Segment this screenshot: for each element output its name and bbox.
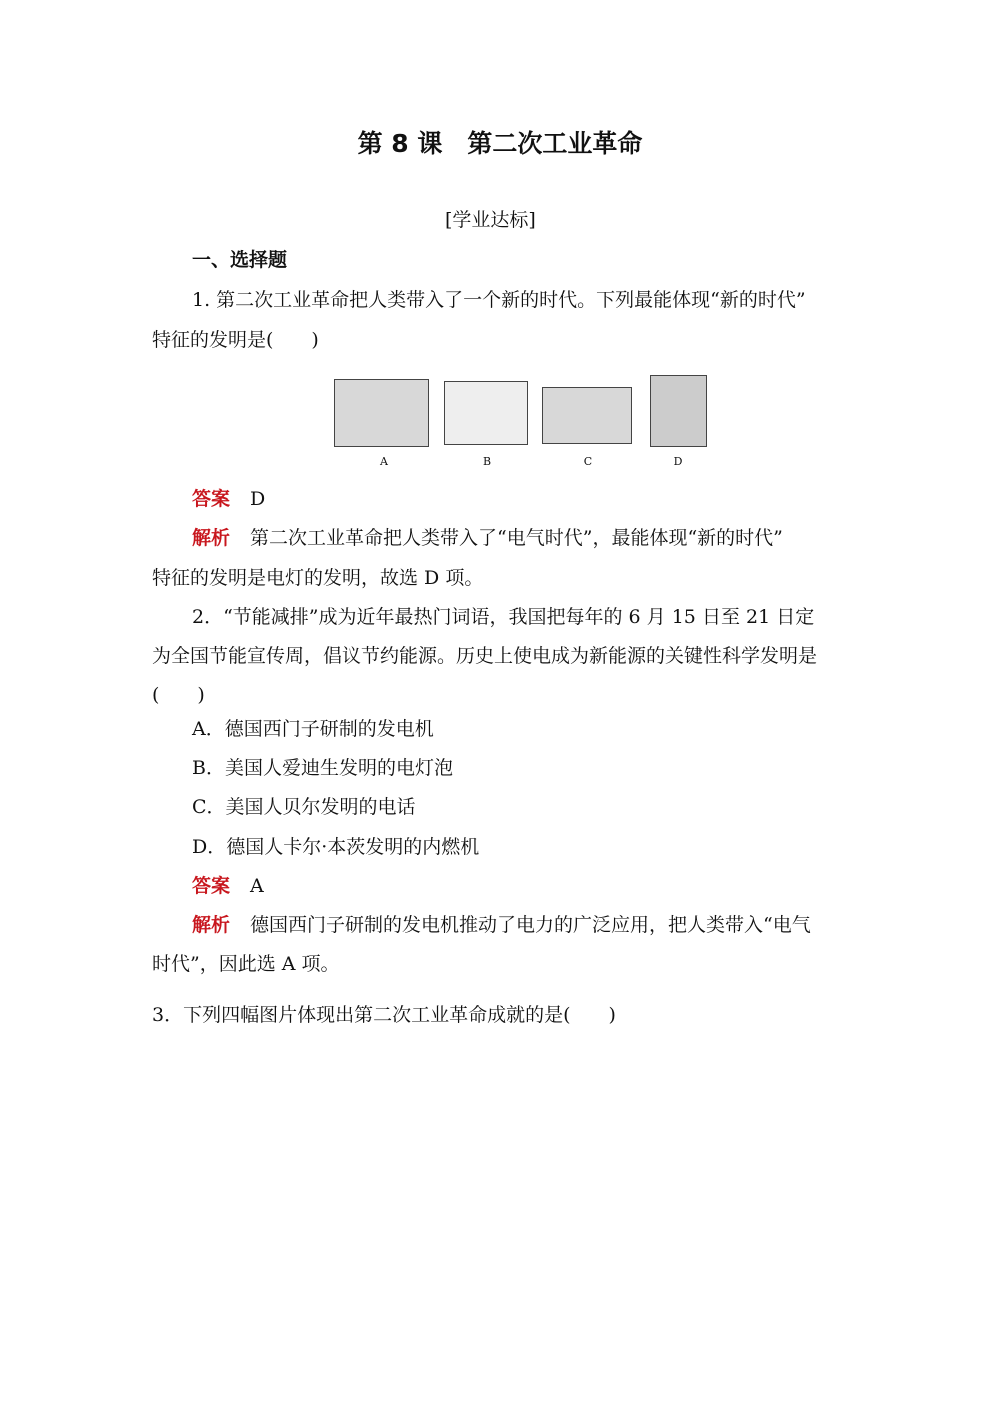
- answer: D: [250, 488, 266, 510]
- q2-text-2: 为全国节能宣传周，倡议节约能源。历史上使电成为新能源的关键性科学发明是: [152, 645, 818, 667]
- q1-text-2: 特征的发明是( ): [152, 329, 319, 351]
- analysis-2: 特征的发明是电灯的发明，故选 D 项。: [152, 567, 484, 589]
- analysis-2: 时代”，因此选 A 项。: [152, 953, 340, 975]
- analysis: 第二次工业革命把人类带入了“电气时代”，最能体现“新的时代”: [250, 527, 783, 549]
- q2-text: 2．“节能减排”成为近年最热门词语，我国把每年的 6 月 15 日至 21 日定: [192, 606, 815, 628]
- answer: A: [250, 875, 264, 897]
- q2-option-d: D．德国人卡尔·本茨发明的内燃机: [192, 836, 480, 858]
- q2-option-a: A．德国西门子研制的发电机: [192, 718, 434, 740]
- q2-option-c: C．美国人贝尔发明的电话: [192, 796, 416, 818]
- analysis: 德国西门子研制的发电机推动了电力的广泛应用，把人类带入“电气: [250, 914, 811, 936]
- option-label: A: [380, 455, 388, 468]
- subtitle: [学业达标]: [445, 209, 536, 231]
- q1-text: 1. 第二次工业革命把人类带入了一个新的时代。下列最能体现“新的时代”: [192, 289, 806, 311]
- answer-label: 答案: [192, 488, 231, 510]
- answer-label: 答案: [192, 875, 231, 897]
- q3-text: 3．下列四幅图片体现出第二次工业革命成就的是( ): [152, 1004, 616, 1026]
- option-label: B: [482, 455, 492, 468]
- q1-image-b: [444, 381, 528, 445]
- analysis-label: 解析: [192, 914, 231, 936]
- q2-option-b: B．美国人爱迪生发明的电灯泡: [192, 757, 453, 779]
- q2-text-3: ( ): [152, 684, 205, 706]
- option-label: C: [583, 455, 593, 468]
- option-label: D: [673, 455, 683, 468]
- q1-image-a: [334, 379, 429, 447]
- section-heading: 一、选择题: [192, 249, 288, 271]
- analysis-label: 解析: [192, 527, 231, 549]
- q1-image-d: [650, 375, 707, 447]
- q1-image-c: [542, 387, 632, 444]
- page-title: 第 8 课 第二次工业革命: [357, 129, 643, 158]
